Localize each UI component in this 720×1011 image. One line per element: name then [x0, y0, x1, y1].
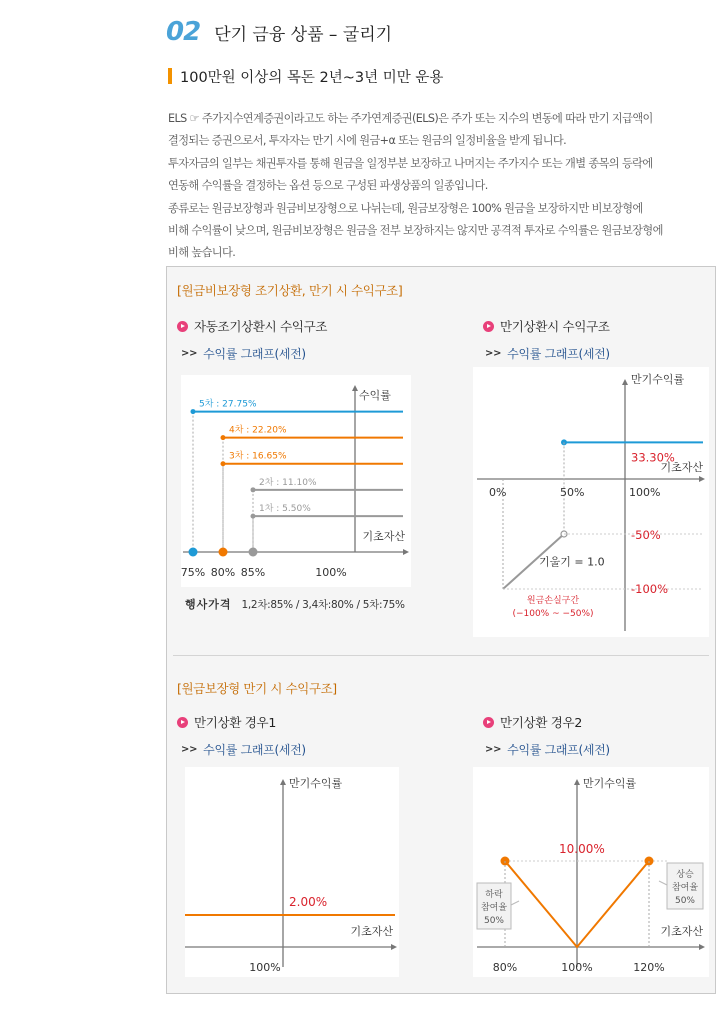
down-participation-value: 50% [483, 916, 505, 926]
series-start-point [221, 435, 226, 440]
y-tick-label: -100% [631, 582, 669, 596]
callout-pointer [511, 901, 519, 905]
x-tick-dot [189, 548, 198, 557]
payoff-structure-box [166, 266, 716, 994]
callout-pointer [659, 881, 667, 885]
subtitle: 100만원 이상의 목돈 2년~3년 미만 운용 [180, 69, 444, 86]
exercise-price [185, 596, 405, 612]
x-axis-label: 기초자산 [660, 925, 703, 938]
x-tick-label: 85% [240, 566, 266, 579]
y-tick-label: 33.30% [631, 450, 675, 465]
graph-label-text: 수익률 그래프(세전) [507, 347, 610, 361]
maturity-chart-svg [473, 367, 709, 637]
bullet-icon [483, 717, 494, 728]
series-start-point [221, 461, 226, 466]
y-axis-label: 수익률 [359, 389, 391, 402]
section-divider [173, 655, 709, 656]
case2-graph-label [485, 741, 610, 758]
exercise-price-values: 1,2차:85% / 3,4차:80% / 5차:75% [241, 599, 405, 611]
up-participation-label: 상승 [676, 870, 694, 880]
series-start-point [251, 487, 256, 492]
graph-label-text: 수익률 그래프(세전) [507, 743, 610, 757]
case2-title [483, 713, 582, 731]
x-tick-label: 0% [489, 486, 507, 499]
x-axis-label: 기초자산 [350, 925, 393, 938]
down-participation-label: 참여율 [480, 903, 508, 913]
x-tick-dot [219, 548, 228, 557]
maturity-title-text: 만기상환시 수익구조 [500, 319, 610, 334]
intro-line: ELS ☞ 주가지수연계증권이라고도 하는 주가연계증권(ELS)은 주가 또는 지수의 변동에 따라 만기 지급액이 [168, 112, 653, 125]
x-tick-label: 100% [315, 566, 347, 579]
y-axis-arrow [280, 779, 286, 785]
section-header [166, 14, 392, 50]
x-tick-dot [249, 548, 258, 557]
intro-line: 비해 수익률이 낮으며, 원금비보장형은 원금을 전부 보장하지는 않지만 공격적 투자로 수익률은 원금보장형에 [168, 224, 663, 238]
early-redemption-graph-label [181, 345, 306, 362]
page-title: 단기 금융 상품 – 굴리기 [214, 24, 393, 45]
case2-title-text: 만기상환 경우2 [500, 715, 582, 730]
case1-chart-svg [185, 767, 399, 977]
subtitle-row [168, 66, 443, 86]
intro-line: 종류로는 원금보장형과 원금비보장형으로 나뉘는데, 원금보장형은 100% 원금을 보장하지만 비보장형에 [168, 201, 643, 215]
y-axis-label: 만기수익률 [289, 777, 343, 790]
intro-line: 투자자금의 일부는 채권투자를 통해 원금을 일정부분 보장하고 나머지는 주가지수 또는 개별 종목의 등락에 [168, 156, 653, 170]
intro-line: 연동해 수익률을 결정하는 옵션 등으로 구성된 파생상품의 일종입니다. [168, 179, 488, 193]
double-chevron-icon: >> [181, 348, 198, 359]
maturity-chart [473, 367, 709, 637]
x-axis-arrow [391, 944, 397, 950]
case1-chart [185, 767, 399, 977]
intro-paragraph [168, 108, 713, 265]
up-participation-value: 50% [674, 896, 696, 906]
graph-label-text: 수익률 그래프(세전) [203, 743, 306, 757]
section2-title: [원금보장형 만기 시 수익구조] [177, 681, 337, 696]
series-start-point [251, 514, 256, 519]
data-label: 2.00% [289, 895, 328, 909]
case2-chart-svg [473, 767, 709, 977]
x-tick-label: 75% [180, 566, 206, 579]
case1-graph-label [181, 741, 306, 758]
series-group [191, 398, 404, 552]
x-tick-label: 100% [629, 486, 661, 499]
y-axis-arrow [352, 385, 358, 391]
x-tick-label: 100% [561, 961, 593, 974]
double-chevron-icon: >> [485, 348, 502, 359]
series-label: 3차 : 16.65% [229, 451, 287, 462]
early-redemption-title-text: 자동조기상환시 수익구조 [194, 319, 328, 334]
x-axis-label: 기초자산 [660, 461, 703, 474]
payoff-start-point [561, 439, 567, 445]
exercise-price-label: 행사가격 [185, 598, 232, 611]
down-participation-label: 하락 [485, 890, 503, 900]
data-label: 10.00% [559, 842, 605, 856]
series-start-point [191, 409, 196, 414]
double-chevron-icon: >> [485, 744, 502, 755]
y-axis-arrow [574, 779, 580, 785]
intro-line: 결정되는 증권으로서, 투자자는 만기 시에 원금+α 또는 원금의 일정비율을 받게 됩니다. [168, 134, 567, 148]
bullet-icon [483, 321, 494, 332]
x-axis-arrow [699, 476, 705, 482]
section1-title: [원금비보장형 조기상환, 만기 시 수익구조] [177, 283, 403, 298]
x-axis-arrow [403, 549, 409, 555]
loss-zone-range: (−100% ~ −50%) [512, 609, 594, 619]
case2-chart [473, 767, 709, 977]
case1-title [177, 713, 276, 731]
accent-bar [168, 68, 172, 84]
maturity-title [483, 317, 610, 335]
y-axis-arrow [622, 379, 628, 385]
intro-line: 비해 높습니다. [168, 246, 236, 260]
series-label: 2차 : 11.10% [259, 477, 317, 488]
x-axis-label: 기초자산 [362, 530, 405, 543]
early-redemption-title [177, 317, 327, 335]
series-group [477, 842, 703, 974]
y-axis-label: 만기수익률 [583, 777, 637, 790]
x-tick-label: 120% [633, 961, 665, 974]
x-axis-arrow [699, 944, 705, 950]
x-tick-label: 80% [492, 961, 518, 974]
loss-zone-label: 원금손실구간 [526, 596, 580, 606]
bullet-icon [177, 321, 188, 332]
maturity-graph-label [485, 345, 610, 362]
series-label: 5차 : 27.75% [199, 399, 257, 410]
graph-label-text: 수익률 그래프(세전) [203, 347, 306, 361]
x-tick-label: 50% [560, 486, 585, 499]
section-number: 02 [166, 17, 201, 47]
y-tick-label: -50% [631, 528, 661, 542]
early-redemption-chart-svg [181, 375, 411, 587]
y-axis-label: 만기수익률 [631, 373, 685, 386]
bullet-icon [177, 717, 188, 728]
x-tick-label: 100% [249, 961, 281, 974]
double-chevron-icon: >> [181, 744, 198, 755]
series-label: 4차 : 22.20% [229, 425, 287, 436]
slope-annotation: 기울기 = 1.0 [539, 555, 605, 569]
early-redemption-chart [181, 375, 411, 587]
x-tick-label: 80% [210, 566, 236, 579]
up-participation-label: 참여율 [671, 883, 699, 893]
case1-title-text: 만기상환 경우1 [194, 715, 276, 730]
series-label: 1차 : 5.50% [259, 504, 311, 515]
